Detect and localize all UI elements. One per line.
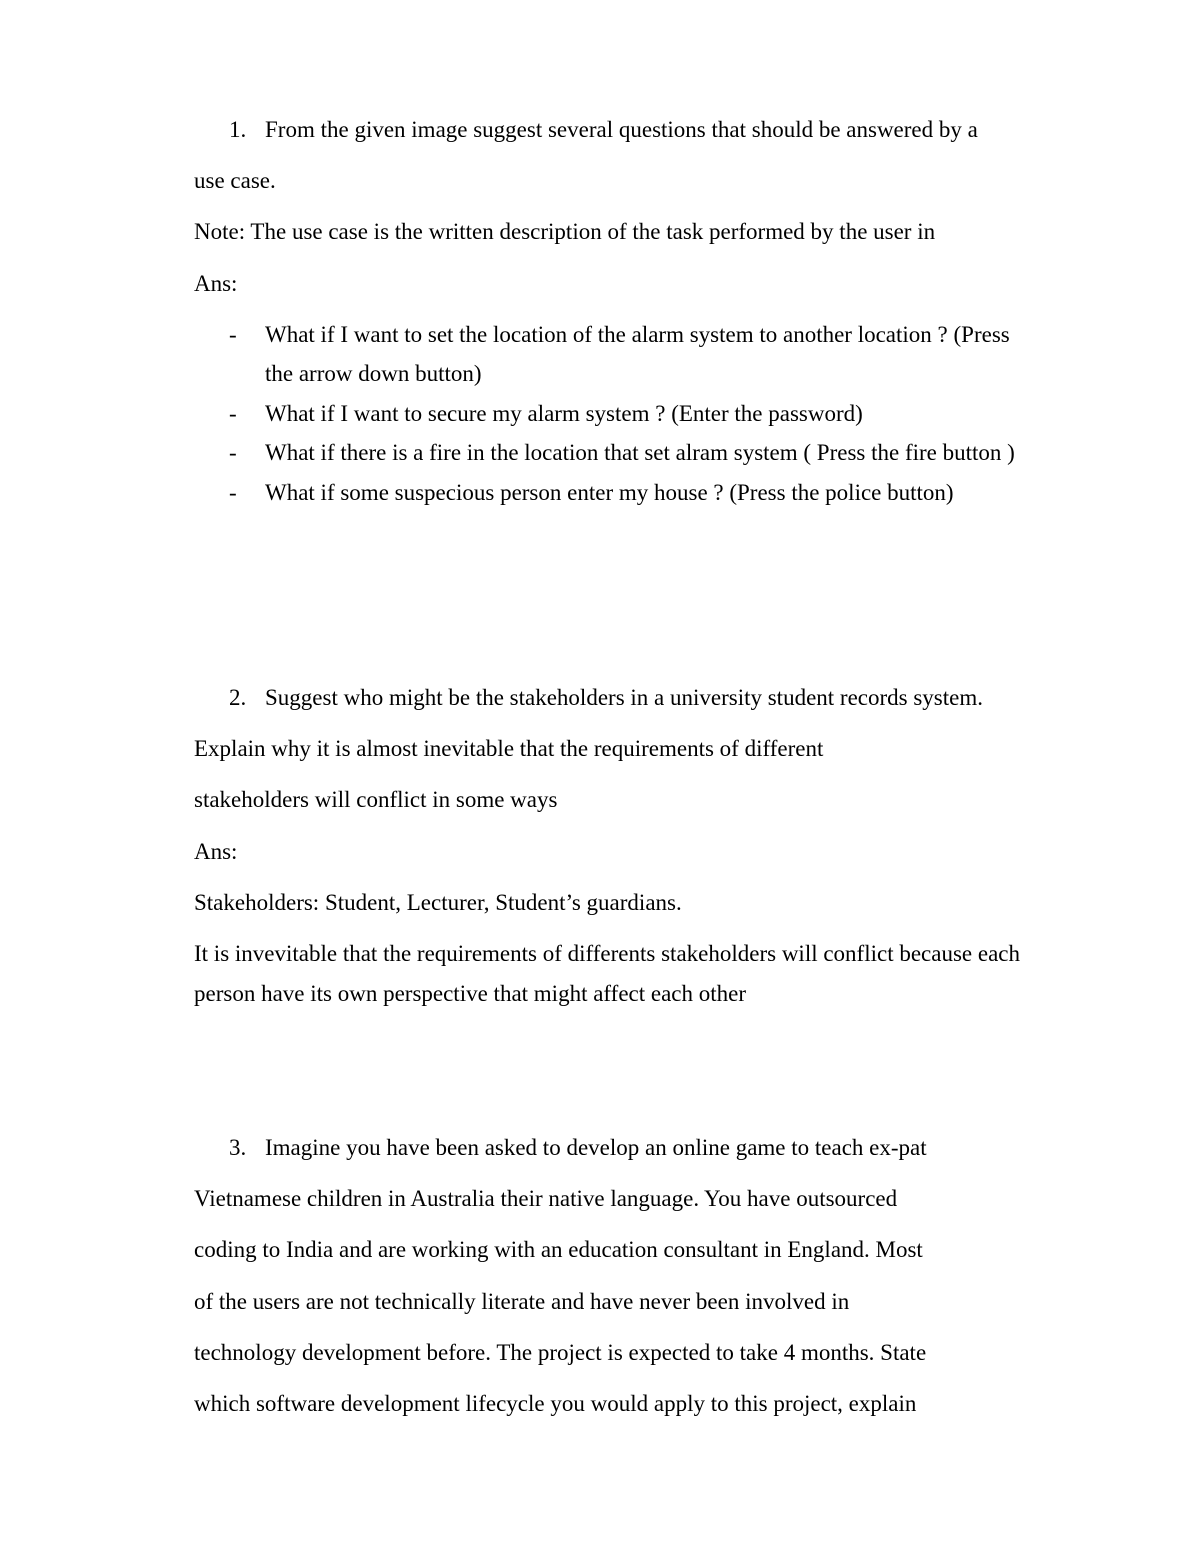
q2-explanation-line2: person have its own perspective that might affect each other [194,981,747,1006]
q3-question-line4: of the users are not technically literate and have never been involved in [194,1289,850,1314]
q1-bullet-1-line2: the arrow down button) [265,361,482,386]
q1-question-line2: use case. [194,168,276,193]
q1-bullet-4: What if some suspecious person enter my house ? (Press the police button) [265,480,954,505]
q3-question-line6: which software development lifecycle you would apply to this project, explain [194,1391,917,1416]
q1-note: Note: The use case is the written description of the task performed by the user in [194,219,936,244]
q1-ans-label: Ans: [194,271,238,296]
q1-bullet-marker: - [229,480,237,505]
q1-bullet-2: What if I want to secure my alarm system ? (Enter the password) [265,401,863,426]
q2-stakeholders: Stakeholders: Student, Lecturer, Student’s guardians. [194,890,682,915]
q2-question-line2: Explain why it is almost inevitable that the requirements of different [194,736,824,761]
q1-bullet-marker: - [229,401,237,426]
q2-ans-label: Ans: [194,839,238,864]
q3-number: 3. [229,1135,247,1160]
q1-bullet-1-line1: What if I want to set the location of the alarm system to another location ? (Press [265,322,1010,347]
q3-question-line1: Imagine you have been asked to develop an online game to teach ex-pat [265,1135,927,1160]
q2-number: 2. [229,685,247,710]
q3-question-line3: coding to India and are working with an education consultant in England. Most [194,1237,923,1262]
q1-number: 1. [229,117,247,142]
q2-question-line1: Suggest who might be the stakeholders in a university student records system. [265,685,983,710]
q3-question-line5: technology development before. The project is expected to take 4 months. State [194,1340,927,1365]
q2-explanation-line1: It is invevitable that the requirements of differents stakeholders will conflict because each [194,941,1021,966]
q1-bullet-marker: - [229,322,237,347]
q1-bullet-marker: - [229,440,237,465]
q1-bullet-3: What if there is a fire in the location that set alram system ( Press the fire button ) [265,440,1015,465]
q1-question-line1: From the given image suggest several questions that should be answered by a [265,117,978,142]
q2-question-line3: stakeholders will conflict in some ways [194,787,558,812]
q3-question-line2: Vietnamese children in Australia their native language. You have outsourced [194,1186,898,1211]
